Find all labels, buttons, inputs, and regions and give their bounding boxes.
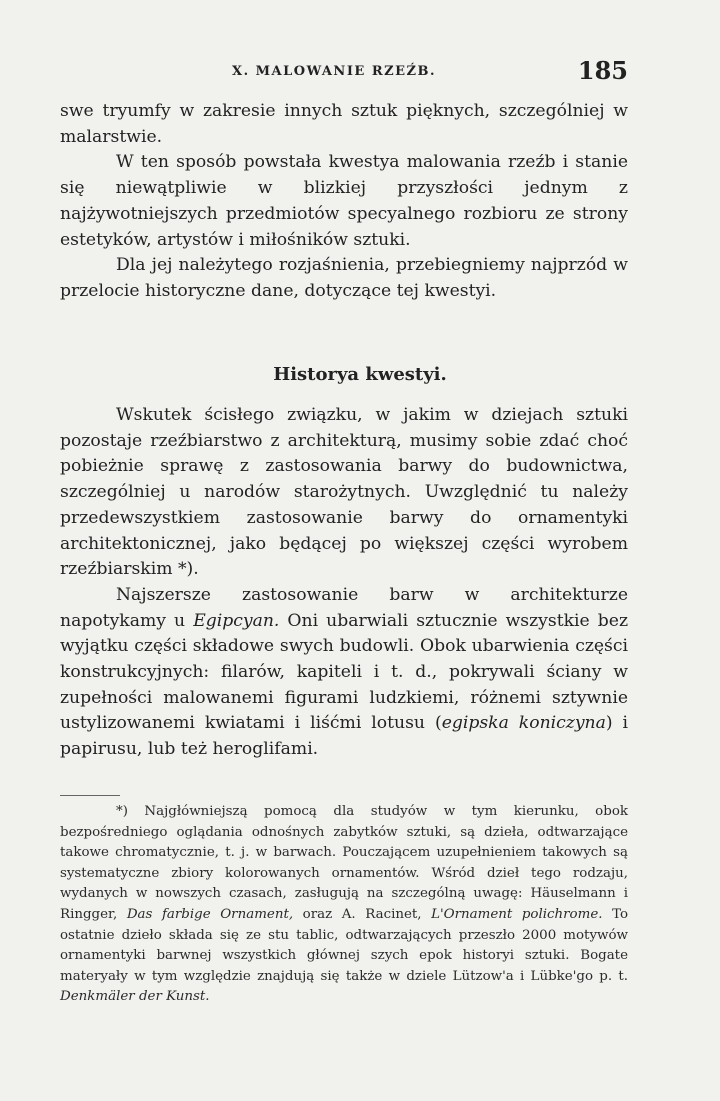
text-run: *) Najgłówniejszą pomocą dla studyów w tym kierunku, obok bezpośredniego oglądania odnośnych zabytków sztuki, są dzieła, odtwarzające takowe chromatycznie, t. j. w barwach. Pouczającem uzupełnieniem takowych są systematyczne zbiory kolorowanych ornamentów. Wśród dzieł tego rodzaju, wydanych w nowszych czasach, zasługują na szczególną uwagę: Häuselmann i Ringger,	[60, 804, 628, 922]
text-run: Oni ubarwiali sztucznie wszystkie bez wyjątku części składowe swych budowli. Obok ubarwienia części konstrukcyjnych: filarów, kapiteli i t. d., pokrywali ściany w zupełności malowanemi figurami ludzkiemi, różnemi sztywnie ustylizowanemi kwiatami i liśćmi lotusu (	[60, 610, 628, 734]
book-title: Denkmäler der Kunst.	[60, 989, 210, 1005]
text-run: Najszersze zastosowanie barw w architekturze napotykamy u	[60, 584, 628, 631]
emphasis-egyptians: Egipcyan.	[193, 610, 280, 631]
book-title: Das farbige Ornament,	[126, 906, 294, 922]
text-run: oraz A. Racinet,	[293, 906, 432, 922]
paragraph: W ten sposób powstała kwestya malowania rzeźb i stanie się niewątpliwie w blizkiej przyszłości jednym z najżywotniejszych przedmiotów specyalnego rozbioru ze strony estetyków, artystów i miłośników sztuki.	[60, 152, 628, 250]
paragraph	[60, 583, 628, 763]
emphasis-lotus-term: egipska koniczyna	[441, 713, 606, 734]
page-header	[60, 56, 628, 85]
running-title: X. MALOWANIE RZEŹB.	[232, 64, 437, 79]
paragraph: Dla jej należytego rozjaśnienia, przebiegniemy najprzód w przelocie historyczne dane, dotyczące tej kwestyi.	[60, 255, 628, 301]
footnote	[60, 802, 628, 1008]
section-heading: Historya kwestyi.	[273, 364, 447, 385]
book-title: L'Ornament polichrome.	[431, 906, 603, 922]
footnote-divider	[60, 795, 120, 796]
page-number: 185	[577, 56, 628, 85]
paragraph: swe tryumfy w zakresie innych sztuk pięknych, szczególniej w malarstwie.	[60, 101, 628, 147]
paragraph: Wskutek ścisłego związku, w jakim w dziejach sztuki pozostaje rzeźbiarstwo z architekturą, musimy sobie zdać choć pobieżnie sprawę z zastosowania barwy do budownictwa, szczególniej u narodów starożytnych. Uwzględnić tu należy przedewszystkiem zastosowanie barwy do ornamentyki architektonicznej, jako będącej po większej części wyrobem rzeźbiarskim *).	[60, 405, 628, 580]
text-run: ) i papirusu, lub też heroglifami.	[60, 713, 629, 760]
footnote-text	[60, 802, 628, 1008]
body-text-section	[60, 403, 628, 763]
body-text-top	[60, 99, 628, 305]
text-run: To ostatnie dzieło składa się ze stu tablic, odtwarzających przeszło 2000 motywów ornamentyki barwnej wszystkich głównej szych epok historyi sztuki. Bogate materyały w tym względzie znajdują się także w dziele Lützow'a i Lübke'go p. t.	[60, 906, 629, 984]
